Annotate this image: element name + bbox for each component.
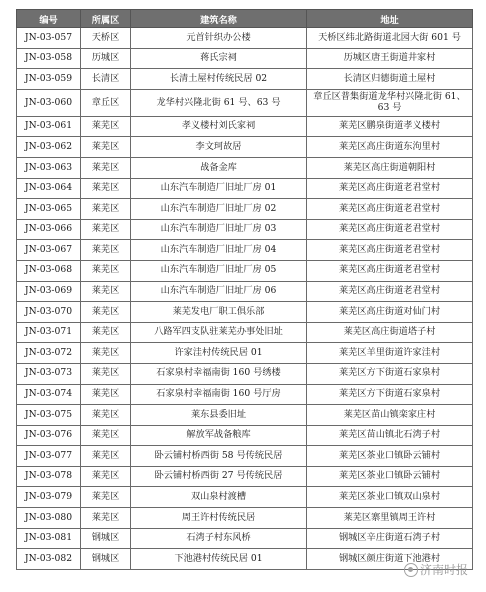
cell-district: 莱芜区 <box>81 240 131 261</box>
cell-code: JN-03-074 <box>17 384 81 405</box>
cell-address: 莱芜区鹏泉街道孝义楼村 <box>307 116 473 137</box>
cell-district: 莱芜区 <box>81 508 131 529</box>
cell-code: JN-03-071 <box>17 322 81 343</box>
table-body <box>17 28 473 570</box>
cell-address: 天桥区纬北路街道北园大街 601 号 <box>307 28 473 49</box>
cell-address: 莱芜区高庄街道朝阳村 <box>307 157 473 178</box>
cell-code: JN-03-070 <box>17 302 81 323</box>
cell-building-name: 周王许村传统民居 <box>131 508 307 529</box>
cell-address: 莱芜区方下街道石家泉村 <box>307 384 473 405</box>
cell-code: JN-03-064 <box>17 178 81 199</box>
cell-district: 长清区 <box>81 69 131 90</box>
cell-district: 莱芜区 <box>81 487 131 508</box>
cell-district: 钢城区 <box>81 549 131 570</box>
cell-address: 钢城区辛庄街道石湾子村 <box>307 528 473 549</box>
table-row <box>17 405 473 426</box>
cell-code: JN-03-066 <box>17 219 81 240</box>
document-page <box>16 9 472 570</box>
cell-code: JN-03-069 <box>17 281 81 302</box>
cell-district: 历城区 <box>81 48 131 69</box>
table-row <box>17 508 473 529</box>
cell-building-name: 莱东县委旧址 <box>131 405 307 426</box>
table-row <box>17 69 473 90</box>
cell-address: 莱芜区高庄街道老君堂村 <box>307 178 473 199</box>
cell-building-name: 下池港村传统民居 01 <box>131 549 307 570</box>
cell-building-name: 山东汽车制造厂旧址厂房 01 <box>131 178 307 199</box>
table-row <box>17 528 473 549</box>
table-row <box>17 302 473 323</box>
cell-building-name: 石湾子村东风桥 <box>131 528 307 549</box>
cell-district: 莱芜区 <box>81 405 131 426</box>
table-row <box>17 137 473 158</box>
cell-building-name: 许家洼村传统民居 01 <box>131 343 307 364</box>
cell-code: JN-03-081 <box>17 528 81 549</box>
cell-address: 历城区唐王街道井家村 <box>307 48 473 69</box>
cell-code: JN-03-076 <box>17 425 81 446</box>
table-row <box>17 116 473 137</box>
table-row <box>17 487 473 508</box>
cell-code: JN-03-061 <box>17 116 81 137</box>
cell-district: 莱芜区 <box>81 322 131 343</box>
table-row <box>17 322 473 343</box>
table-row <box>17 199 473 220</box>
cell-building-name: 解放军战备粮库 <box>131 425 307 446</box>
table-row <box>17 219 473 240</box>
cell-code: JN-03-063 <box>17 157 81 178</box>
cell-building-name: 山东汽车制造厂旧址厂房 06 <box>131 281 307 302</box>
cell-district: 莱芜区 <box>81 466 131 487</box>
cell-building-name: 战备金库 <box>131 157 307 178</box>
header-building-name: 建筑名称 <box>131 10 307 28</box>
cell-building-name: 元首针织办公楼 <box>131 28 307 49</box>
cell-address: 莱芜区茶业口镇双山泉村 <box>307 487 473 508</box>
cell-building-name: 卧云铺村桥西街 27 号传统民居 <box>131 466 307 487</box>
cell-district: 莱芜区 <box>81 260 131 281</box>
cell-code: JN-03-057 <box>17 28 81 49</box>
cell-address: 莱芜区苗山镇北石湾子村 <box>307 425 473 446</box>
cell-building-name: 李文珂故居 <box>131 137 307 158</box>
header-district: 所属区 <box>81 10 131 28</box>
cell-building-name: 长清土屋村传统民居 02 <box>131 69 307 90</box>
cell-district: 天桥区 <box>81 28 131 49</box>
cell-building-name: 山东汽车制造厂旧址厂房 03 <box>131 219 307 240</box>
cell-district: 莱芜区 <box>81 302 131 323</box>
cell-building-name: 孝义楼村刘氏家祠 <box>131 116 307 137</box>
cell-address: 钢城区颜庄街道下池港村 <box>307 549 473 570</box>
cell-address: 莱芜区羊里街道许家洼村 <box>307 343 473 364</box>
table-row <box>17 363 473 384</box>
watermark-text: 济南时报 <box>419 563 468 577</box>
cell-district: 莱芜区 <box>81 425 131 446</box>
cell-code: JN-03-077 <box>17 446 81 467</box>
cell-code: JN-03-059 <box>17 69 81 90</box>
cell-address: 莱芜区高庄街道对仙门村 <box>307 302 473 323</box>
cell-district: 章丘区 <box>81 89 131 116</box>
cell-address: 莱芜区高庄街道东泃里村 <box>307 137 473 158</box>
cell-building-name: 山东汽车制造厂旧址厂房 05 <box>131 260 307 281</box>
cell-building-name: 蒋氏宗祠 <box>131 48 307 69</box>
table-row <box>17 281 473 302</box>
cell-address: 莱芜区茶业口镇卧云铺村 <box>307 446 473 467</box>
cell-code: JN-03-080 <box>17 508 81 529</box>
cell-district: 莱芜区 <box>81 219 131 240</box>
cell-code: JN-03-058 <box>17 48 81 69</box>
cell-district: 莱芜区 <box>81 446 131 467</box>
cell-building-name: 山东汽车制造厂旧址厂房 02 <box>131 199 307 220</box>
cell-address: 莱芜区高庄街道老君堂村 <box>307 260 473 281</box>
cell-building-name: 莱芜发电厂职工俱乐部 <box>131 302 307 323</box>
cell-district: 莱芜区 <box>81 199 131 220</box>
cell-address: 莱芜区高庄街道老君堂村 <box>307 199 473 220</box>
table-row <box>17 28 473 49</box>
table-row <box>17 466 473 487</box>
cell-address: 莱芜区寨里镇周王许村 <box>307 508 473 529</box>
cell-district: 莱芜区 <box>81 116 131 137</box>
cell-building-name: 石家泉村幸福南街 160 号绣楼 <box>131 363 307 384</box>
cell-district: 莱芜区 <box>81 157 131 178</box>
cell-district: 莱芜区 <box>81 178 131 199</box>
table-header-row <box>17 10 473 28</box>
table-row <box>17 446 473 467</box>
table-row <box>17 425 473 446</box>
cell-address: 莱芜区茶业口镇卧云铺村 <box>307 466 473 487</box>
header-code: 编号 <box>17 10 81 28</box>
table-row <box>17 240 473 261</box>
cell-building-name: 卧云铺村桥西街 58 号传统民居 <box>131 446 307 467</box>
table-row <box>17 178 473 199</box>
cell-address: 莱芜区高庄街道老君堂村 <box>307 281 473 302</box>
cell-address: 长清区归德街道土屋村 <box>307 69 473 90</box>
cell-code: JN-03-082 <box>17 549 81 570</box>
cell-address: 莱芜区高庄街道塔子村 <box>307 322 473 343</box>
cell-district: 莱芜区 <box>81 137 131 158</box>
cell-code: JN-03-065 <box>17 199 81 220</box>
table-row <box>17 260 473 281</box>
newspaper-logo-icon <box>404 563 418 577</box>
cell-code: JN-03-072 <box>17 343 81 364</box>
cell-district: 钢城区 <box>81 528 131 549</box>
cell-code: JN-03-067 <box>17 240 81 261</box>
cell-code: JN-03-068 <box>17 260 81 281</box>
cell-code: JN-03-060 <box>17 89 81 116</box>
cell-address: 章丘区普集街道龙华村兴隆北街 61、63 号 <box>307 89 473 116</box>
cell-building-name: 石家泉村幸福南街 160 号厅房 <box>131 384 307 405</box>
cell-code: JN-03-073 <box>17 363 81 384</box>
table-row <box>17 343 473 364</box>
cell-code: JN-03-062 <box>17 137 81 158</box>
header-address: 地址 <box>307 10 473 28</box>
cell-district: 莱芜区 <box>81 384 131 405</box>
cell-building-name: 山东汽车制造厂旧址厂房 04 <box>131 240 307 261</box>
cell-address: 莱芜区高庄街道老君堂村 <box>307 240 473 261</box>
table-row <box>17 48 473 69</box>
cell-building-name: 龙华村兴隆北街 61 号、63 号 <box>131 89 307 116</box>
cell-address: 莱芜区方下街道石家泉村 <box>307 363 473 384</box>
cell-code: JN-03-079 <box>17 487 81 508</box>
cell-district: 莱芜区 <box>81 281 131 302</box>
cell-building-name: 八路军四支队驻莱芜办事处旧址 <box>131 322 307 343</box>
watermark <box>404 561 468 578</box>
cell-address: 莱芜区苗山镇栾家庄村 <box>307 405 473 426</box>
table-row <box>17 157 473 178</box>
cell-code: JN-03-078 <box>17 466 81 487</box>
table-row <box>17 89 473 116</box>
cell-code: JN-03-075 <box>17 405 81 426</box>
cell-district: 莱芜区 <box>81 343 131 364</box>
cell-district: 莱芜区 <box>81 363 131 384</box>
cell-address: 莱芜区高庄街道老君堂村 <box>307 219 473 240</box>
heritage-building-table <box>16 9 473 570</box>
cell-building-name: 双山泉村渡槽 <box>131 487 307 508</box>
table-row <box>17 384 473 405</box>
